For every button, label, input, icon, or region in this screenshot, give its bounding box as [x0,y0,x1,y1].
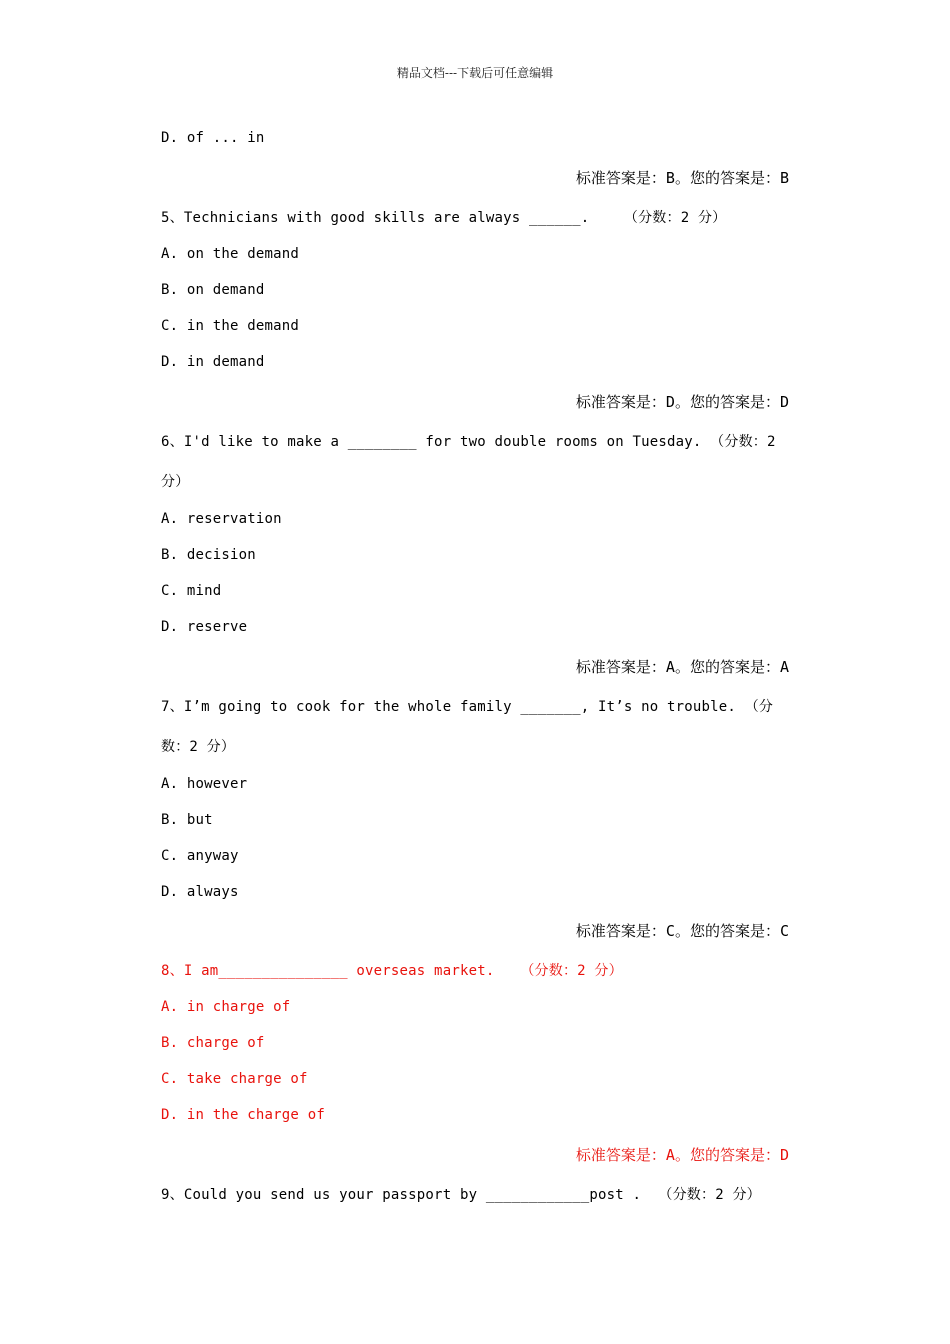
option-a: A. however [161,776,248,792]
question-text: 5、Technicians with good skills are always ______. （分数：2 分） [161,210,727,226]
page-header: 精品文档---下载后可任意编辑 [396,66,554,80]
question-text-continued: 分） [161,474,190,490]
question-text: 6、I'd like to make a ________ for two double rooms on Tuesday. （分数：2 [161,434,776,450]
answer-line: 标准答案是：D。您的答案是：D [575,393,789,411]
option-d: D. in the charge of [161,1107,325,1123]
answer-line: 标准答案是：C。您的答案是：C [575,922,789,940]
option-c: C. in the demand [161,318,300,334]
question-text: 7、I’m going to cook for the whole family _______, It’s no trouble. （分 [161,699,774,715]
option-d: D. reserve [161,619,248,635]
question-text: 9、Could you send us your passport by ____________post . （分数：2 分） [161,1187,761,1203]
option-d: D. of ... in [161,130,265,146]
answer-line: 标准答案是：A。您的答案是：A [575,658,789,676]
answer-line: 标准答案是：B。您的答案是：B [575,169,789,187]
option-d: D. in demand [161,354,265,370]
question-text: 8、I am_______________ overseas market. （分数：2 分） [161,963,623,979]
option-c: C. mind [161,583,222,599]
option-b: B. but [161,812,213,828]
option-b: B. charge of [161,1035,265,1051]
option-d: D. always [161,884,239,900]
option-c: C. take charge of [161,1071,308,1087]
option-a: A. reservation [161,511,282,527]
question-text-continued: 数：2 分） [161,739,236,755]
option-b: B. on demand [161,282,265,298]
option-a: A. on the demand [161,246,300,262]
option-b: B. decision [161,547,256,563]
option-c: C. anyway [161,848,239,864]
answer-line: 标准答案是：A。您的答案是：D [575,1146,789,1164]
option-a: A. in charge of [161,999,291,1015]
